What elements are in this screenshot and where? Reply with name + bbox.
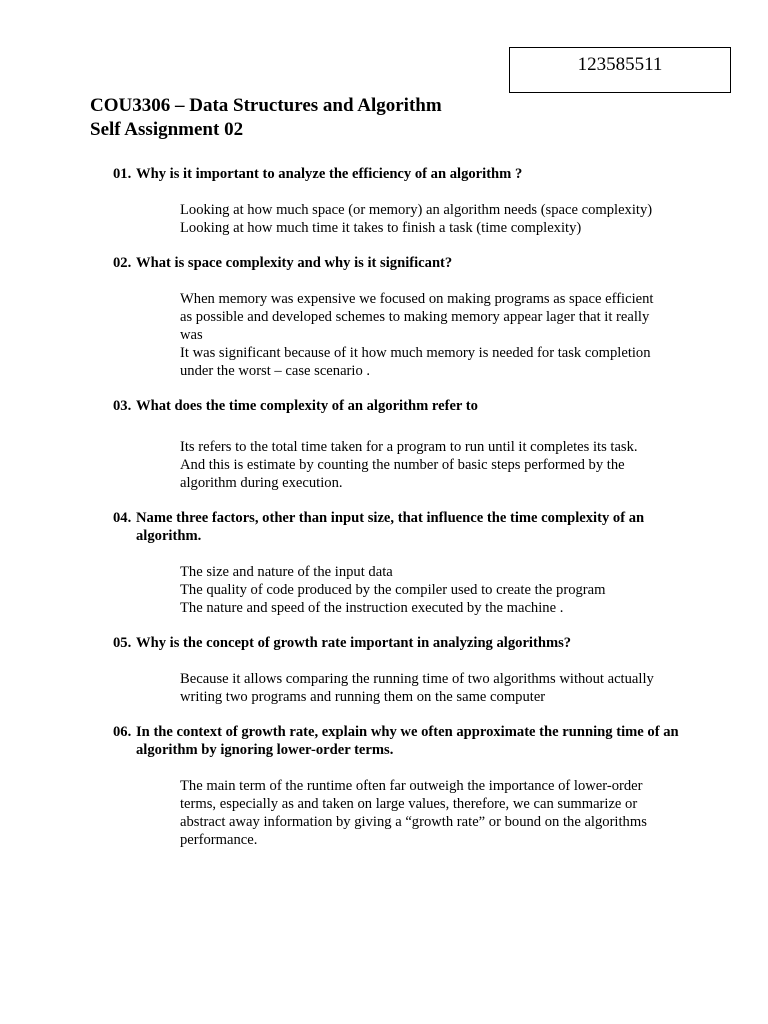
question-block-02 xyxy=(113,254,693,380)
question-heading xyxy=(113,254,693,272)
answer-line: The main term of the runtime often far outweigh the importance of lower-order xyxy=(180,778,643,794)
question-text: What is space complexity and why is it significant? xyxy=(136,255,453,271)
question-heading xyxy=(113,723,693,759)
question-number: 01. xyxy=(113,166,132,182)
answer-line: abstract away information by giving a “growth rate” or bound on the algorithms xyxy=(180,814,647,830)
answer-line: The nature and speed of the instruction executed by the machine . xyxy=(180,600,564,616)
question-text: What does the time complexity of an algorithm refer to xyxy=(136,398,478,414)
answer xyxy=(180,563,680,617)
answer xyxy=(180,670,680,706)
question-text: Why is the concept of growth rate important in analyzing algorithms? xyxy=(136,635,572,651)
answer-line: And this is estimate by counting the number of basic steps performed by the xyxy=(180,457,625,473)
document-header xyxy=(90,94,442,142)
question-block-01 xyxy=(113,165,693,237)
course-title: COU3306 – Data Structures and Algorithm xyxy=(90,95,442,116)
answer-line: Its refers to the total time taken for a program to run until it completes its task. xyxy=(180,439,638,455)
question-number: 03. xyxy=(113,398,132,414)
question-block-03 xyxy=(113,397,693,492)
assignment-title: Self Assignment 02 xyxy=(90,119,244,140)
question-heading xyxy=(113,634,693,652)
question-heading xyxy=(113,509,693,545)
question-heading xyxy=(113,397,693,415)
answer-line: as possible and developed schemes to making memory appear lager that it really xyxy=(180,309,650,325)
answer xyxy=(180,438,680,492)
question-text: Name three factors, other than input size, that influence the time complexity of an algorithm. xyxy=(136,510,645,544)
question-number: 06. xyxy=(113,724,132,740)
answer xyxy=(180,290,680,380)
answer xyxy=(180,777,680,849)
answer-line: terms, especially as and taken on large values, therefore, we can summarize or xyxy=(180,796,638,812)
answer xyxy=(180,201,680,237)
answer-line: writing two programs and running them on the same computer xyxy=(180,689,546,705)
question-block-06 xyxy=(113,723,693,849)
question-block-04 xyxy=(113,509,693,617)
answer-line: Because it allows comparing the running time of two algorithms without actually xyxy=(180,671,654,687)
answer-line: The size and nature of the input data xyxy=(180,564,393,580)
question-text: In the context of growth rate, explain why we often approximate the running time of an algorithm by ignoring lower-order terms. xyxy=(136,724,679,758)
question-number: 05. xyxy=(113,635,132,651)
student-id-box xyxy=(509,47,731,93)
answer-line: When memory was expensive we focused on making programs as space efficient xyxy=(180,291,654,307)
answer-line: It was significant because of it how much memory is needed for task completion xyxy=(180,345,651,361)
answer-line: algorithm during execution. xyxy=(180,475,343,491)
student-id: 123585511 xyxy=(577,54,663,75)
question-heading xyxy=(113,165,693,183)
answer-line: The quality of code produced by the compiler used to create the program xyxy=(180,582,606,598)
question-text: Why is it important to analyze the efficiency of an algorithm ? xyxy=(136,166,523,182)
question-number: 04. xyxy=(113,510,132,526)
answer-line: Looking at how much space (or memory) an algorithm needs (space complexity) xyxy=(180,202,653,218)
question-number: 02. xyxy=(113,255,132,271)
question-block-05 xyxy=(113,634,693,706)
answer-line: was xyxy=(180,327,203,343)
answer-line: Looking at how much time it takes to finish a task (time complexity) xyxy=(180,220,582,236)
answer-line: performance. xyxy=(180,832,258,848)
answer-line: under the worst – case scenario . xyxy=(180,363,371,379)
